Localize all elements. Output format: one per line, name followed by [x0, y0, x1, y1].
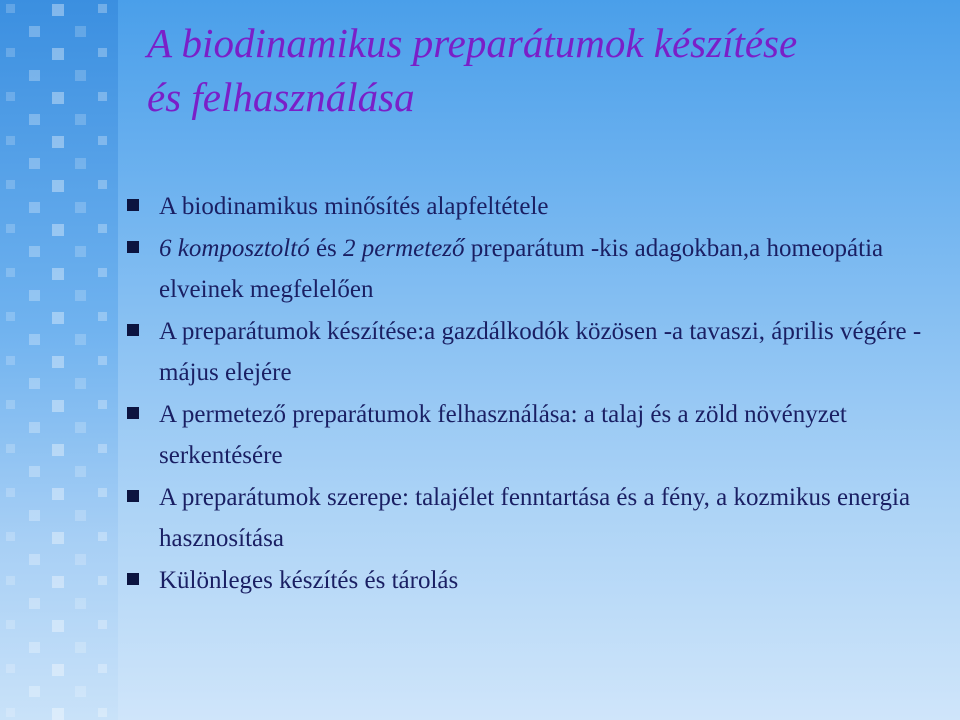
decorative-square	[52, 576, 64, 588]
decorative-square	[75, 202, 86, 213]
decorative-square	[75, 378, 86, 389]
bullet-text-emphasis: 2 permetező	[343, 235, 465, 262]
decorative-square	[75, 26, 86, 37]
decorative-square	[6, 92, 15, 101]
square-bullet-icon	[127, 407, 139, 419]
decorative-square	[98, 576, 107, 585]
decorative-square	[6, 136, 15, 145]
bullet-text: A biodinamikus minősítés alapfeltétele	[159, 193, 549, 220]
bullet-text: és	[309, 235, 344, 262]
bullet-text: Különleges készítés és tárolás	[159, 567, 459, 594]
decorative-square	[98, 444, 107, 453]
bullet-item	[122, 477, 922, 559]
decorative-square	[6, 224, 15, 233]
title-line-1: A biodinamikus preparátumok készítése	[147, 20, 798, 66]
decorative-square	[29, 598, 40, 609]
decorative-square	[52, 268, 64, 280]
decorative-square	[75, 554, 86, 565]
slide-title	[147, 16, 947, 124]
decorative-square	[52, 180, 64, 192]
decorative-square	[98, 356, 107, 365]
decorative-square	[29, 334, 40, 345]
decorative-square	[75, 70, 86, 81]
decorative-square	[29, 114, 40, 125]
decorative-square-strip	[0, 0, 118, 720]
square-bullet-icon	[127, 241, 139, 253]
decorative-square	[52, 400, 64, 412]
decorative-square	[6, 532, 15, 541]
bullet-text-emphasis: 6 komposztoltó	[159, 235, 310, 262]
decorative-square	[6, 708, 15, 717]
decorative-square	[52, 312, 64, 324]
decorative-square	[6, 312, 15, 321]
decorative-square	[98, 400, 107, 409]
bullet-text: A permetező preparátumok felhasználása: a talaj és a zöld növényzet serkentésére	[159, 401, 847, 469]
decorative-square	[75, 158, 86, 169]
decorative-square	[29, 686, 40, 697]
decorative-square	[98, 4, 107, 13]
decorative-square	[29, 466, 40, 477]
square-bullet-icon	[127, 199, 139, 211]
decorative-square	[6, 400, 15, 409]
decorative-square	[98, 48, 107, 57]
decorative-square	[75, 686, 86, 697]
decorative-square	[98, 180, 107, 189]
decorative-square	[29, 290, 40, 301]
decorative-square	[6, 180, 15, 189]
decorative-square	[29, 642, 40, 653]
decorative-square	[52, 4, 64, 16]
decorative-square	[75, 510, 86, 521]
decorative-square	[6, 576, 15, 585]
title-line-2: és felhasználása	[147, 74, 415, 120]
decorative-square	[98, 92, 107, 101]
decorative-square	[29, 378, 40, 389]
square-bullet-icon	[127, 573, 139, 585]
decorative-square	[6, 488, 15, 497]
square-bullet-icon	[127, 490, 139, 502]
decorative-square	[29, 510, 40, 521]
decorative-square	[52, 664, 64, 676]
decorative-square	[52, 620, 64, 632]
decorative-square	[6, 4, 15, 13]
decorative-square	[98, 488, 107, 497]
decorative-square	[6, 664, 15, 673]
decorative-square	[75, 246, 86, 257]
decorative-square	[75, 114, 86, 125]
bullet-item	[122, 311, 922, 393]
decorative-square	[75, 598, 86, 609]
decorative-square	[98, 532, 107, 541]
decorative-square	[52, 224, 64, 236]
decorative-square	[52, 48, 64, 60]
decorative-square	[52, 92, 64, 104]
bullet-text: A preparátumok készítése:a gazdálkodók közösen -a tavaszi, április végére -május elejére	[159, 318, 922, 386]
bullet-item	[122, 228, 922, 310]
bullet-item	[122, 186, 922, 227]
decorative-square	[52, 444, 64, 456]
bullet-item	[122, 394, 922, 476]
decorative-square	[29, 202, 40, 213]
decorative-square	[6, 620, 15, 629]
bullet-list	[122, 186, 922, 602]
decorative-square	[6, 48, 15, 57]
decorative-square	[29, 554, 40, 565]
decorative-square	[29, 422, 40, 433]
decorative-square	[98, 136, 107, 145]
decorative-square	[29, 26, 40, 37]
decorative-square	[29, 158, 40, 169]
decorative-square	[6, 444, 15, 453]
decorative-square	[52, 136, 64, 148]
decorative-square	[52, 356, 64, 368]
decorative-square	[98, 224, 107, 233]
decorative-square	[6, 268, 15, 277]
decorative-square	[29, 246, 40, 257]
bullet-text: preparátum -kis adagokban,a homeopátia elveinek megfelelően	[159, 235, 884, 303]
decorative-square	[52, 488, 64, 500]
decorative-square	[98, 312, 107, 321]
decorative-square	[29, 70, 40, 81]
decorative-square	[98, 664, 107, 673]
decorative-square	[98, 268, 107, 277]
decorative-square	[52, 708, 64, 720]
bullet-item	[122, 560, 922, 601]
decorative-square	[75, 290, 86, 301]
decorative-square	[52, 532, 64, 544]
decorative-square	[98, 620, 107, 629]
decorative-square	[98, 708, 107, 717]
decorative-square	[75, 334, 86, 345]
decorative-square	[75, 642, 86, 653]
decorative-square	[75, 466, 86, 477]
bullet-text: A preparátumok szerepe: talajélet fenntartása és a fény, a kozmikus energia hasznosítása	[159, 484, 911, 552]
decorative-square	[75, 422, 86, 433]
square-bullet-icon	[127, 324, 139, 336]
decorative-square	[6, 356, 15, 365]
